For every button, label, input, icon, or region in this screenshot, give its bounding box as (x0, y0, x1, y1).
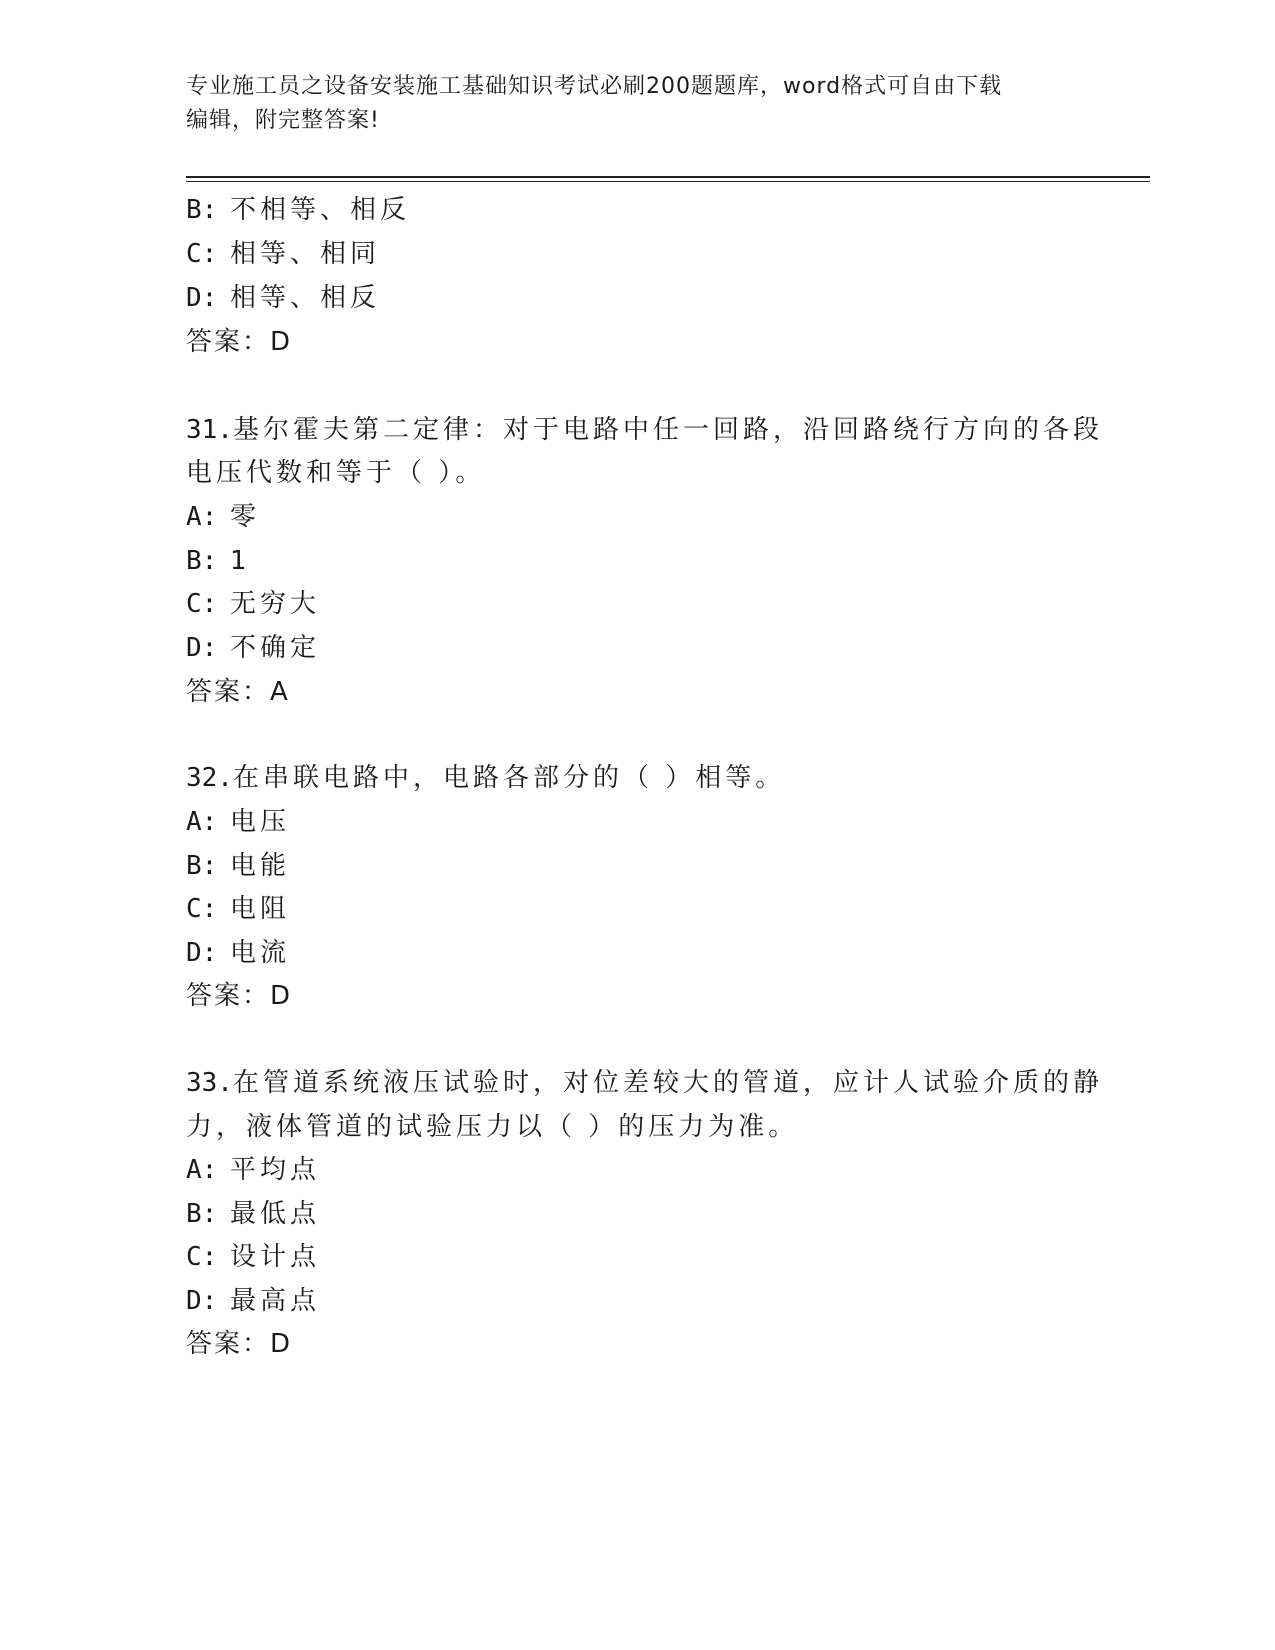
q33-option-a (186, 1153, 320, 1187)
q33-stem-line-1 (186, 1066, 1103, 1100)
option-text: 零 (230, 502, 261, 532)
option-text: 相等、相同 (230, 239, 381, 269)
option-key: C: (186, 239, 218, 269)
option-key: B: (186, 851, 218, 881)
option-key: B: (186, 195, 218, 225)
q31-option-a (186, 500, 260, 534)
q30-option-b (186, 193, 410, 227)
q32-option-c (186, 892, 290, 926)
q31-stem-line-2: 电压代数和等于（ ）。 (186, 458, 486, 488)
option-text: 相等、相反 (230, 283, 381, 313)
q33-option-d (186, 1284, 320, 1318)
option-text: 1 (230, 546, 251, 576)
option-text: 不确定 (230, 633, 321, 663)
question-stem: 在管道系统液压试验时，对位差较大的管道，应计人试验介质的静 (232, 1068, 1103, 1098)
option-text: 最低点 (230, 1199, 321, 1229)
header-line-1: 专业施工员之设备安装施工基础知识考试必刷200题题库，word格式可自由下载 (186, 74, 1003, 99)
option-key: D: (186, 938, 218, 968)
option-key: C: (186, 1242, 218, 1272)
option-key: D: (186, 283, 218, 313)
option-text: 无穷大 (230, 589, 321, 619)
option-text: 最高点 (230, 1286, 321, 1316)
q33-option-b (186, 1197, 320, 1231)
question-number: 31. (186, 415, 233, 445)
option-key: D: (186, 633, 218, 663)
header-divider-thin (186, 181, 1150, 182)
q32-option-a (186, 805, 290, 839)
option-text: 电阻 (230, 894, 291, 924)
page-header (186, 70, 1086, 138)
q31-option-d (186, 631, 320, 665)
option-key: D: (186, 1286, 218, 1316)
q32-option-d (186, 936, 290, 970)
header-divider-thick (186, 176, 1150, 178)
q31-stem-line-1 (186, 413, 1103, 447)
q33-stem-line-2: 力，液体管道的试验压力以（ ）的压力为准。 (186, 1112, 799, 1142)
option-key: A: (186, 1155, 218, 1185)
q33-answer: 答案：D (186, 1329, 293, 1359)
option-text: 不相等、相反 (230, 195, 411, 225)
question-number: 33. (186, 1068, 233, 1098)
q31-option-b (186, 544, 251, 578)
option-key: A: (186, 502, 218, 532)
option-key: A: (186, 807, 218, 837)
option-text: 设计点 (230, 1242, 321, 1272)
q32-stem-line-1 (186, 761, 785, 795)
header-line-2: 编辑，附完整答案! (186, 108, 380, 133)
q33-option-c (186, 1240, 320, 1274)
q32-option-b (186, 849, 290, 883)
q32-answer: 答案：D (186, 981, 293, 1011)
q31-option-c (186, 587, 320, 621)
q30-answer: 答案：D (186, 327, 293, 357)
question-stem: 基尔霍夫第二定律：对于电路中任一回路，沿回路绕行方向的各段 (232, 415, 1103, 445)
q30-option-d (186, 281, 380, 315)
option-text: 电压 (230, 807, 291, 837)
question-stem: 在串联电路中，电路各部分的（ ）相等。 (232, 763, 786, 793)
question-number: 32. (186, 763, 233, 793)
option-key: C: (186, 894, 218, 924)
option-key: B: (186, 546, 218, 576)
option-key: B: (186, 1199, 218, 1229)
option-text: 电流 (230, 938, 291, 968)
option-key: C: (186, 589, 218, 619)
option-text: 电能 (230, 851, 291, 881)
q30-option-c (186, 237, 380, 271)
option-text: 平均点 (230, 1155, 321, 1185)
q31-answer: 答案：A (186, 677, 290, 707)
